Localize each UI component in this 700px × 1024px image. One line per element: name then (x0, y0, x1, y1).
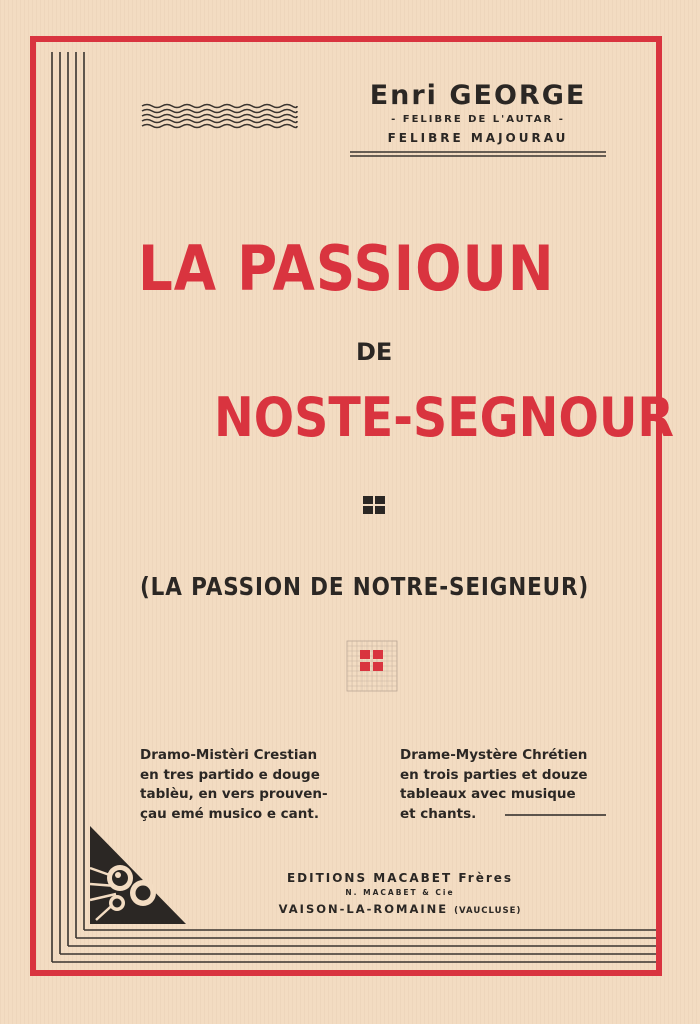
red-cross-ornament-icon (347, 641, 397, 691)
corner-emblem-icon (90, 826, 186, 924)
description-french (400, 746, 615, 824)
publisher-city-line (258, 902, 542, 916)
description-line: en trois parties et douze (400, 766, 588, 783)
author-title-2: FELIBRE MAJOURAU (387, 131, 569, 145)
square-ornament-icon (363, 496, 385, 514)
wavy-ornament (142, 105, 297, 128)
author-name (350, 80, 606, 111)
description-line: Drame-Mystère Chrétien (400, 747, 588, 763)
description-line: tablèu, en vers prouven- (140, 786, 328, 802)
author-underline (350, 152, 606, 156)
author-title-1: - FELIBRE DE L'AUTAR - (391, 114, 565, 125)
publisher-city: VAISON-LA-ROMAINE (278, 902, 449, 916)
publisher-name-prefix: EDITIONS MACABET (286, 871, 453, 885)
description-line: en tres partido e douge (140, 766, 320, 783)
publisher-department: (VAUCLUSE) (454, 906, 522, 916)
description-line: çau emé musico e cant. (140, 805, 319, 822)
description-provencal (140, 746, 355, 824)
description-line: et chants. (400, 805, 477, 822)
bottom-rule-lines (52, 930, 656, 962)
description-line: Dramo-Mistèri Crestian (140, 747, 318, 763)
title-line-2: NOSTE-SEGNOUR (214, 386, 675, 449)
title-connector: DE (356, 338, 393, 366)
author-last-name: GEORGE (449, 80, 587, 111)
publisher-name-suffix: Frères (458, 871, 514, 885)
publisher-owner: N. MACABET & Cie (345, 888, 455, 897)
title-translation: (LA PASSION DE NOTRE-SEIGNEUR) (140, 572, 590, 601)
left-rule-lines (52, 52, 84, 962)
publisher-name (258, 871, 542, 885)
description-line: tableaux avec musique (400, 786, 576, 802)
title-line-1: LA PASSIOUN (138, 232, 555, 305)
author-first-name: Enri (369, 80, 438, 111)
